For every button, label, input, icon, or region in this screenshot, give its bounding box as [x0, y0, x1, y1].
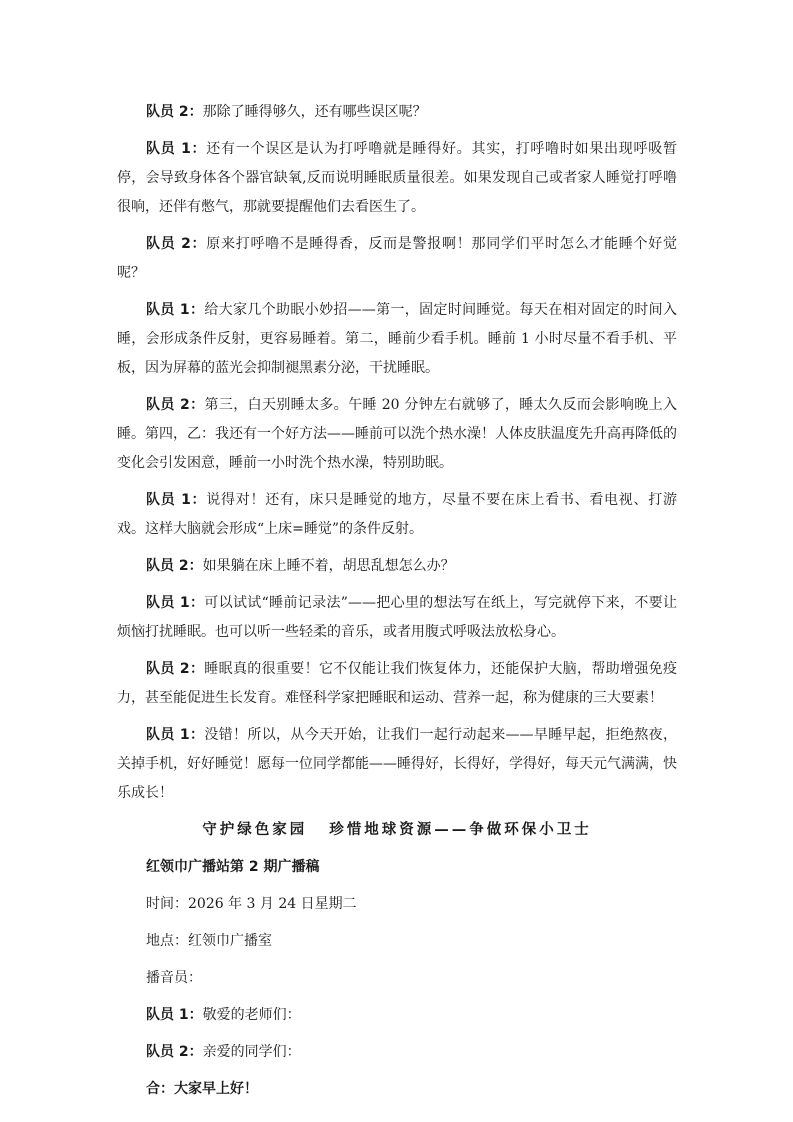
dialogue-text: 那除了睡得够久，还有哪些误区呢？ — [202, 104, 427, 120]
dialogue-line — [117, 486, 677, 544]
dialogue-line — [117, 98, 677, 127]
dialogue-text: 没错！所以，从今天开始，让我们一起行动起来——早睡早起，拒绝熬夜，关掉手机，好好睡觉！愿每一位同学都能——睡得好，长得好，学得好，每天元气满满，快乐成长！ — [117, 727, 677, 801]
place-line: 地点：红领巾广播室 — [146, 933, 272, 949]
speaker-label: 队员 2： — [146, 558, 203, 574]
broadcast-title — [117, 816, 677, 845]
speaker-label: 队员 1： — [146, 727, 205, 743]
announcer-line: 播音员： — [146, 970, 202, 986]
speaker-label: 队员 1： — [146, 302, 205, 318]
speaker-label: 队员 2： — [146, 1044, 203, 1060]
together-greeting: 合：大家早上好！ — [146, 1081, 258, 1097]
station-heading: 红领巾广播站第 2 期广播稿 — [146, 859, 320, 875]
speaker-label: 队员 2： — [146, 661, 205, 677]
dialogue-text: 亲爱的同学们： — [202, 1044, 301, 1060]
document-content — [117, 98, 677, 1112]
speaker-label: 队员 2： — [146, 236, 207, 252]
dialogue-text: 给大家几个助眠小妙招——第一，固定时间睡觉。每天在相对固定的时间入睡，会形成条件反射，更容易睡着。第二，睡前少看手机。睡前 1 小时尽量不看手机、平板，因为屏幕的蓝光会抑制褪黑素分泌，干扰睡眠。 — [117, 302, 677, 376]
dialogue-text: 说得对！还有，床只是睡觉的地方，尽量不要在床上看书、看电视、打游戏。这样大脑就会形成“上床=睡觉”的条件反射。 — [117, 492, 677, 537]
dialogue-text: 第三，白天别睡太多。午睡 20 分钟左右就够了，睡太久反而会影响晚上入睡。第四，乙：我还有一个好方法——睡前可以洗个热水澡！人体皮肤温度先升高再降低的变化会引发困意，睡前一小时洗个热水澡，特别助眠。 — [117, 397, 677, 471]
dialogue-text: 原来打呼噜不是睡得香，反而是警报啊！那同学们平时怎么才能睡个好觉呢？ — [117, 236, 677, 281]
dialogue-line — [117, 721, 677, 808]
dialogue-line — [117, 135, 677, 222]
dialogue-text: 还有一个误区是认为打呼噜就是睡得好。其实，打呼噜时如果出现呼吸暂停，会导致身体各个器官缺氧,反而说明睡眠质量很差。如果发现自己或者家人睡觉打呼噜很响，还伴有憋气，那就要提醒他们去看医生了。 — [117, 141, 677, 215]
dialogue-line — [117, 589, 677, 647]
dialogue-line — [117, 1038, 677, 1067]
dialogue-text: 如果躺在床上睡不着，胡思乱想怎么办？ — [202, 558, 455, 574]
dialogue-line — [117, 1001, 677, 1030]
speaker-label: 队员 1： — [146, 595, 205, 611]
title-part-1: 守护绿色家园 — [202, 822, 308, 838]
speaker-label: 队员 1： — [146, 492, 207, 508]
dialogue-line — [117, 552, 677, 581]
dialogue-line — [117, 655, 677, 713]
dialogue-line — [117, 230, 677, 288]
dialogue-text: 睡眠真的很重要！它不仅能让我们恢复体力，还能保护大脑，帮助增强免疫力，甚至能促进生长发育。难怪科学家把睡眠和运动、营养一起，称为健康的三大要素！ — [117, 661, 677, 706]
dialogue-text: 敬爱的老师们： — [202, 1007, 301, 1023]
time-line: 时间：2026 年 3 月 24 日星期二 — [146, 896, 357, 912]
speaker-label: 队员 2： — [146, 397, 205, 413]
speaker-label: 队员 1： — [146, 141, 207, 157]
dialogue-text: 可以试试“睡前记录法”——把心里的想法写在纸上，写完就停下来，不要让烦恼打扰睡眠。也可以听一些轻柔的音乐，或者用腹式呼吸法放松身心。 — [117, 595, 677, 640]
dialogue-line — [117, 391, 677, 478]
title-part-2: 珍惜地球资源——争做环保小卫士 — [329, 822, 592, 838]
speaker-label: 队员 1： — [146, 1007, 203, 1023]
dialogue-line — [117, 296, 677, 383]
speaker-label: 队员 2： — [146, 104, 203, 120]
